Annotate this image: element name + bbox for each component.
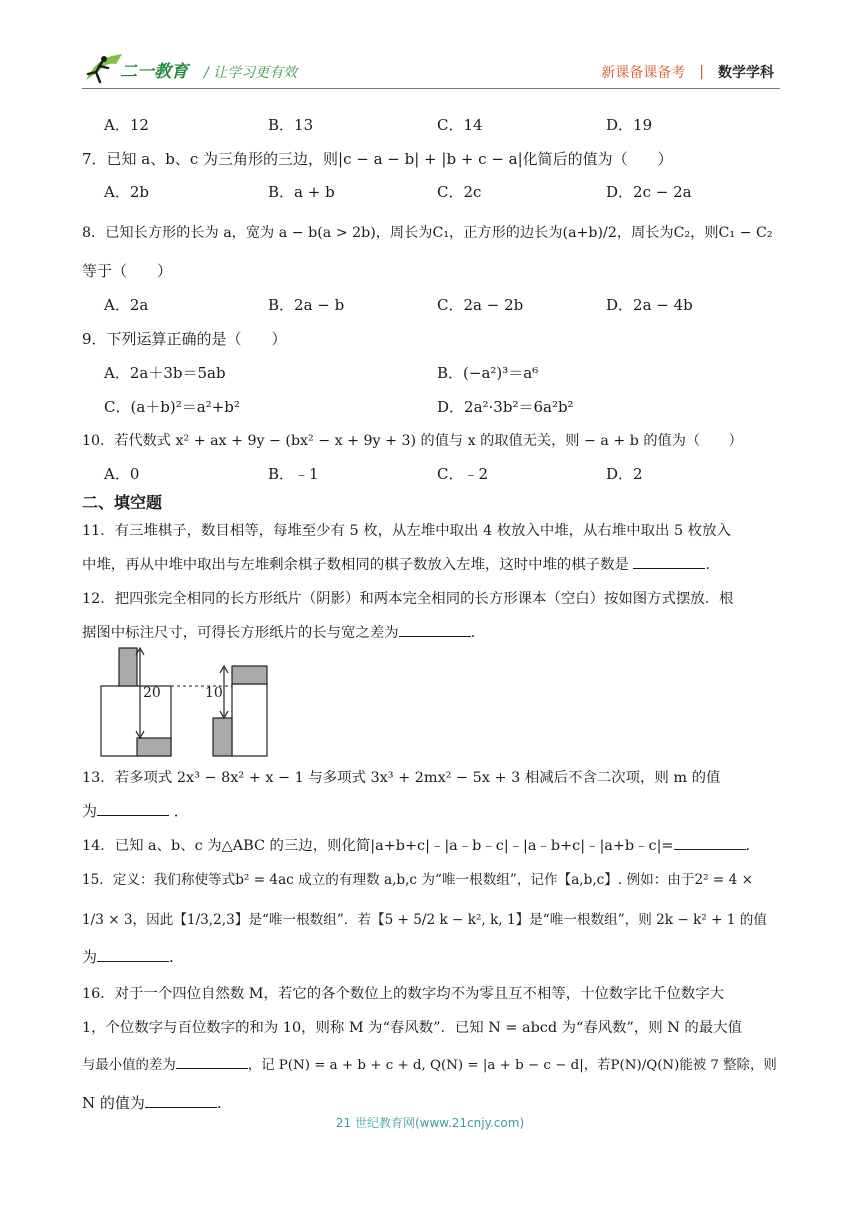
q15-answer-blank[interactable] [97,948,169,962]
page-footer: 21 世纪教育网(www.21cnjy.com) [335,1116,525,1130]
q13-line2 [82,800,189,821]
q16-line3-mid: ，记 P(N) = a + b + c + d, Q(N) = |a + b − c − d|，若P(N)/Q(N)能被 7 整除，则 [247,1058,777,1073]
q16-line4 [82,1092,222,1113]
right-book [232,684,267,756]
header-separator: | [699,64,704,80]
q15-line2: 1/3 × 3，因此【1/3,2,3】是“唯一根数组”．若【5 + 5/2 k − k², k, 1】是“唯一根数组”，则 2k − k² + 1 的值 [82,912,767,928]
q16-line1: 16．对于一个四位自然数 M，若它的各个数位上的数字均不为零且互不相等，十位数字比千位数字大 [82,986,725,1002]
q8-stem-line2: 等于（ ） [82,262,173,280]
q14-line1 [82,834,750,855]
logo [82,50,188,88]
logo-text: 二一教育 [120,61,188,82]
left-vertical-paper [119,648,137,686]
q12-figure [100,646,270,758]
q16-line2: 1，个位数字与百位数字的和为 10，则称 M 为“春风数”．已知 N = abcd 为“春风数”，则 N 的最大值 [82,1020,742,1036]
q7-option-b: B．a + b [268,183,335,201]
header-tag: 新课备课备考 [601,65,686,81]
q9-option-b: B．(−a²)³＝a⁶ [437,364,539,382]
q11-line1: 11．有三堆棋子，数目相等，每堆至少有 5 枚，从左堆中取出 4 枚放入中堆，从右堆中取出 5 枚放入 [82,523,731,539]
q9-option-a: A．2a＋3b＝5ab [104,364,226,382]
page-header [0,0,860,100]
q11-answer-blank[interactable] [633,555,705,569]
q10-option-a: A．0 [104,465,140,483]
q6-option-b: B．13 [268,116,314,134]
q11-line2-text: 中堆，再从中堆中取出与左堆剩余棋子数相同的棋子数放入左堆，这时中堆的棋子数是 [82,557,629,573]
q12-line2 [82,621,475,642]
slogan: / 让学习更有效 [204,65,298,81]
q10-option-d: D．2 [606,465,643,483]
header-divider [82,88,780,89]
q11-line2 [82,553,710,574]
q14-answer-blank[interactable] [674,836,746,850]
q7-stem: 7．已知 a、b、c 为三角形的三边，则|c − a − b| + |b + c − a|化简后的值为（ ） [82,150,673,168]
q13-answer-blank[interactable] [97,802,169,816]
q13-line2-text: 为 [82,802,98,820]
q15-line3-text: 为 [82,948,98,966]
q9-stem: 9．下列运算正确的是（ ） [82,330,287,348]
q16-answer-blank-1[interactable] [176,1055,248,1069]
q10-stem: 10．若代数式 x² + ax + 9y − (bx² − x + 9y + 3) 的值与 x 的取值无关，则 − a + b 的值为（ ） [82,433,743,449]
q8-option-b: B．2a − b [268,296,345,314]
section-heading-fill-in: 二、填空题 [82,493,163,512]
q14-line1-end: . [745,838,751,854]
q16-line4-end: . [216,1094,222,1112]
q15-line3-end: . [169,948,174,966]
q12-line2-text: 据图中标注尺寸，可得长方形纸片的长与宽之差为 [82,625,399,641]
left-dimension-label: 20 [143,685,161,701]
q8-option-d: D．2a − 4b [606,296,693,314]
q15-line1: 15．定义：我们称使等式b² = 4ac 成立的有理数 a,b,c 为“唯一根数组”，记作【a,b,c】. 例如：由于2² = 4 × [82,872,753,888]
q7-option-c: C．2c [437,183,482,201]
q9-option-c: C．(a＋b)²＝a²+b² [104,398,240,416]
header-right [601,62,774,82]
q7-option-d: D．2c − 2a [606,183,692,201]
q10-option-b: B．﹣1 [268,465,319,483]
q12-line2-end: . [470,625,476,641]
q12-answer-blank[interactable] [399,623,471,637]
q16-line3 [82,1054,777,1073]
q11-line2-end: . [705,557,711,573]
q14-line1-text: 14．已知 a、b、c 为△ABC 的三边，则化简|a+b+c|﹣|a﹣b﹣c|﹣|a﹣b+c|﹣|a+b﹣c|= [82,838,674,854]
q15-line3 [82,946,174,967]
q9-option-d: D．2a²·3b²＝6a²b² [437,398,574,416]
q16-line3-text: 与最小值的差为 [82,1058,176,1073]
q7-option-a: A．2b [104,183,149,201]
q12-line1: 12．把四张完全相同的长方形纸片（阴影）和两本完全相同的长方形课本（空白）按如图方式摆放．根 [82,591,734,607]
q16-line4-text: N 的值为 [82,1094,145,1112]
right-dimension-label: 10 [205,685,223,701]
q8-option-a: A．2a [104,296,149,314]
right-top-paper [232,666,267,684]
q16-answer-blank-2[interactable] [145,1094,217,1108]
q6-option-c: C．14 [437,116,483,134]
q8-option-c: C．2a − 2b [437,296,524,314]
bottom-horizontal-paper [137,738,171,756]
q6-option-a: A．12 [104,116,149,134]
header-subject: 数学学科 [718,65,774,81]
q10-option-c: C．﹣2 [437,465,489,483]
q13-line1: 13．若多项式 2x³ − 8x² + x − 1 与多项式 3x³ + 2mx² − 5x + 3 相减后不含二次项，则 m 的值 [82,770,721,786]
right-vertical-paper [213,718,232,756]
q13-line2-end: ． [173,802,189,820]
q6-option-d: D．19 [606,116,653,134]
q8-stem-line1: 8．已知长方形的长为 a，宽为 a − b(a > 2b)，周长为C₁，正方形的边长为(a+b)/2，周长为C₂，则C₁ − C₂ [82,225,773,241]
